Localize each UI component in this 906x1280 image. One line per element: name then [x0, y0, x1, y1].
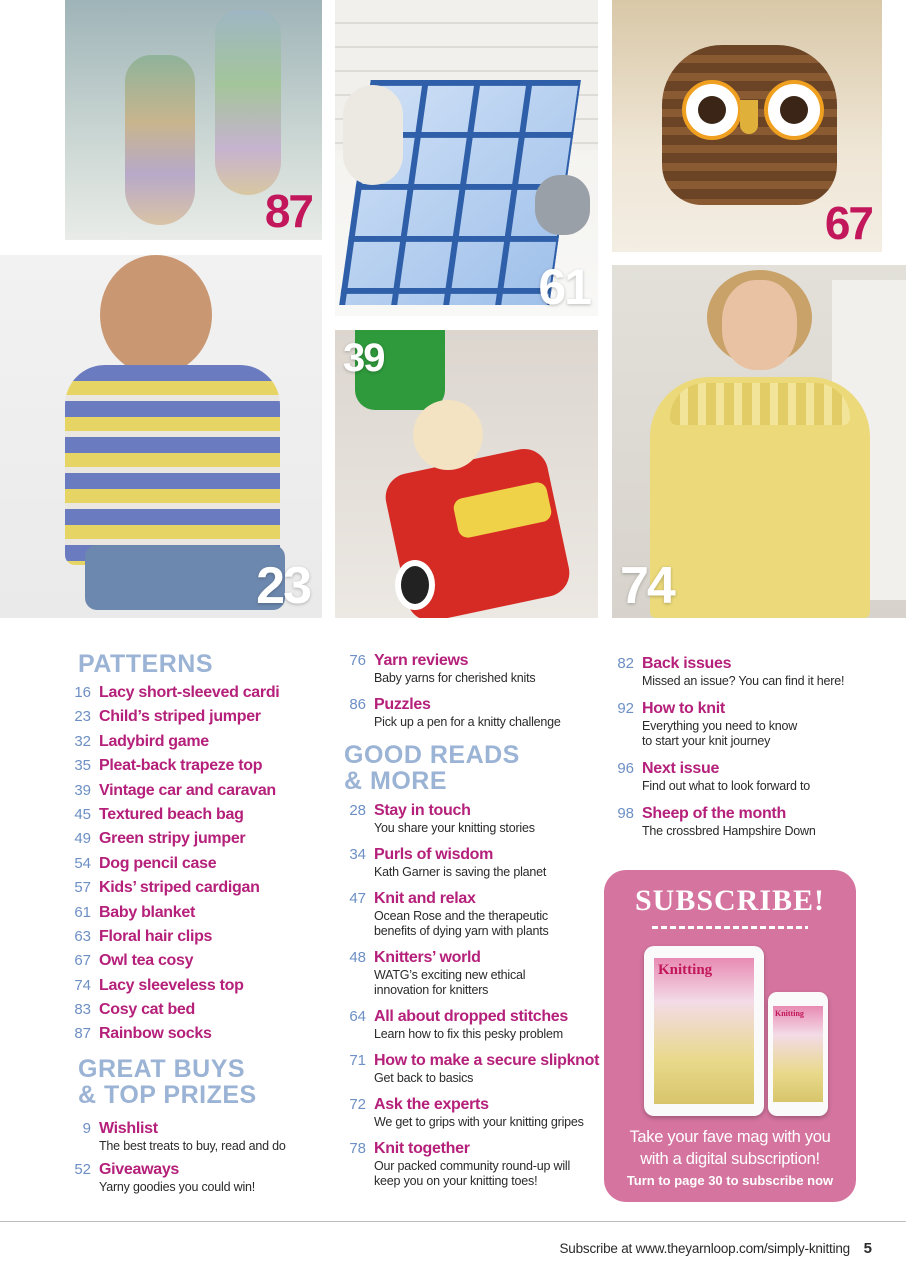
- item-title: Owl tea cosy: [99, 952, 194, 970]
- item-title: Floral hair clips: [99, 927, 213, 945]
- list-item[interactable]: [60, 683, 330, 707]
- item-description: Missed an issue? You can find it here!: [642, 674, 845, 688]
- car-wheel: [395, 560, 435, 610]
- subscribe-panel[interactable]: [604, 870, 856, 1202]
- list-item[interactable]: [60, 854, 330, 878]
- list-item[interactable]: [335, 845, 605, 880]
- phone-device-icon: [768, 992, 828, 1116]
- list-item[interactable]: [60, 707, 330, 731]
- page-number: 71: [349, 1052, 366, 1069]
- list-item[interactable]: [60, 805, 330, 829]
- list-item[interactable]: [60, 1000, 330, 1024]
- page-number: 39: [74, 781, 91, 799]
- magazine-logo: Knitting: [658, 962, 713, 978]
- footer-subscribe-link[interactable]: Subscribe at www.theyarnloop.com/simply-knitting: [559, 1241, 850, 1256]
- list-item[interactable]: [335, 1139, 605, 1189]
- photo-lacy-sleeveless-top: [612, 265, 906, 618]
- heading-line-1: GOOD READS: [344, 741, 520, 769]
- page-number: 47: [349, 890, 366, 907]
- page-number: 98: [617, 805, 634, 822]
- heading-line-2: & TOP PRIZES: [78, 1081, 257, 1109]
- headline-underline: [652, 926, 808, 929]
- photo-page-number: 61: [538, 259, 590, 315]
- item-title: Ladybird game: [99, 732, 209, 750]
- item-title: Child’s striped jumper: [99, 708, 261, 726]
- page-number: 49: [74, 830, 91, 848]
- item-description: Find out what to look forward to: [642, 779, 810, 793]
- owl-pupil-right: [780, 96, 808, 124]
- list-item[interactable]: [335, 948, 605, 998]
- list-item[interactable]: [335, 1095, 605, 1130]
- subscribe-tagline: [604, 1126, 856, 1170]
- list-item[interactable]: [335, 1007, 605, 1042]
- section-great-buys: [78, 1056, 330, 1108]
- list-item[interactable]: [60, 976, 330, 1000]
- list-item[interactable]: [603, 654, 903, 689]
- teddy-bear: [413, 400, 483, 470]
- section-heading-patterns: PATTERNS: [78, 650, 214, 678]
- item-description: Baby yarns for cherished knits: [374, 671, 536, 685]
- striped-jumper: [65, 365, 280, 565]
- item-title: Pleat-back trapeze top: [99, 757, 263, 775]
- item-title: Giveaways: [99, 1161, 180, 1178]
- list-item[interactable]: [60, 732, 330, 756]
- item-description: We get to grips with your knitting gripes: [374, 1115, 584, 1129]
- page-number: 86: [349, 696, 366, 713]
- section-good-reads: [344, 742, 604, 794]
- item-title: Knit together: [374, 1140, 470, 1157]
- page-number: 54: [74, 854, 91, 872]
- phone-screen: [773, 1006, 823, 1102]
- page-number: 23: [74, 708, 91, 726]
- photo-page-number: 67: [824, 197, 872, 249]
- item-title: Dog pencil case: [99, 854, 217, 872]
- item-description: Yarny goodies you could win!: [99, 1180, 256, 1194]
- page-number: 96: [617, 760, 634, 777]
- tagline-line-2: with a digital subscription!: [640, 1150, 820, 1168]
- item-description: Kath Garner is saving the planet: [374, 865, 547, 879]
- item-description-line-2: innovation for knitters: [374, 983, 489, 997]
- list-item[interactable]: [60, 1024, 330, 1048]
- column-patterns: [78, 651, 330, 677]
- item-description-line-2: keep you on your knitting toes!: [374, 1174, 538, 1188]
- page-number: 76: [349, 652, 366, 669]
- footer-divider: [0, 1221, 906, 1222]
- page-number: 78: [349, 1140, 366, 1157]
- item-title: Puzzles: [374, 696, 431, 713]
- page-number: 45: [74, 805, 91, 823]
- owl-pupil-left: [698, 96, 726, 124]
- page-number: 64: [349, 1008, 366, 1025]
- page-number: 48: [349, 949, 366, 966]
- subscribe-cta[interactable]: Turn to page 30 to subscribe now: [626, 1173, 834, 1188]
- list-item[interactable]: [60, 903, 330, 927]
- subscribe-headline: SUBSCRIBE!: [634, 884, 826, 917]
- list-item[interactable]: [60, 1160, 330, 1195]
- item-title: Knit and relax: [374, 890, 476, 907]
- patterns-list: [60, 683, 330, 1049]
- toy-elephant: [535, 175, 590, 235]
- item-title: Yarn reviews: [374, 652, 469, 669]
- page-number: 61: [74, 903, 91, 921]
- heading-line-2: & MORE: [344, 767, 447, 795]
- page-number: 16: [74, 684, 91, 701]
- photo-page-number: 74: [620, 557, 674, 615]
- baby-head: [100, 255, 212, 375]
- page-number: 9: [82, 1120, 91, 1137]
- list-item[interactable]: [335, 801, 605, 836]
- item-title: All about dropped stitches: [374, 1008, 568, 1025]
- list-item[interactable]: [60, 1119, 330, 1154]
- item-title: Back issues: [642, 655, 732, 672]
- tablet-screen: [654, 958, 754, 1104]
- good-reads-list: [335, 801, 605, 1189]
- page-number: 32: [74, 732, 91, 750]
- woman-face: [722, 280, 797, 370]
- item-title: Next issue: [642, 760, 720, 777]
- list-item[interactable]: [335, 651, 605, 686]
- page-number-footer: 5: [863, 1240, 872, 1257]
- magazine-logo-small: Knitting: [775, 1009, 804, 1018]
- toy-bunny: [343, 85, 403, 185]
- page-number: 28: [349, 802, 366, 819]
- item-description-line-1: WATG’s exciting new ethical: [374, 968, 526, 982]
- list-item[interactable]: [60, 951, 330, 975]
- owl-beak: [740, 100, 758, 134]
- section-heading-great-buys: [78, 1056, 330, 1108]
- lace-yoke: [670, 383, 850, 425]
- item-description: Learn how to fix this pesky problem: [374, 1027, 563, 1041]
- item-title: Lacy sleeveless top: [99, 976, 244, 994]
- item-description-line-2: to start your knit journey: [642, 734, 771, 748]
- item-title: Stay in touch: [374, 802, 471, 819]
- photo-page-number: 23: [256, 557, 310, 615]
- photo-rainbow-socks: [65, 0, 322, 240]
- column-2-top: [335, 651, 605, 730]
- photo-vintage-car: [335, 330, 598, 618]
- item-title: Textured beach bag: [99, 805, 244, 823]
- photo-page-number: 87: [264, 185, 312, 237]
- list-item[interactable]: [60, 927, 330, 951]
- item-title: Knitters’ world: [374, 949, 481, 966]
- page-number: 83: [74, 1001, 91, 1019]
- page-number: 82: [617, 655, 634, 672]
- tagline-line-1: Take your fave mag with you: [629, 1128, 831, 1146]
- photo-page-number: 39: [343, 336, 384, 380]
- item-title: Sheep of the month: [642, 805, 786, 822]
- baby-jeans: [85, 545, 285, 610]
- page-number: 63: [74, 927, 91, 945]
- page-number: 67: [74, 952, 91, 970]
- item-title: Lacy short-sleeved cardi: [99, 684, 280, 701]
- list-item[interactable]: [603, 804, 903, 839]
- page-number: 57: [74, 879, 91, 897]
- column-3: [603, 654, 903, 839]
- item-title: Wishlist: [99, 1120, 158, 1137]
- list-item[interactable]: [60, 878, 330, 902]
- list-item[interactable]: [60, 829, 330, 853]
- list-item[interactable]: [335, 695, 605, 730]
- item-title: Green stripy jumper: [99, 830, 246, 848]
- item-title: How to knit: [642, 700, 725, 717]
- item-description: The crossbred Hampshire Down: [642, 824, 816, 838]
- list-item[interactable]: [603, 699, 903, 749]
- sock-left: [125, 55, 195, 225]
- list-item[interactable]: [60, 756, 330, 780]
- great-buys-list: [60, 1119, 330, 1195]
- item-title: Ask the experts: [374, 1096, 489, 1113]
- item-title: Purls of wisdom: [374, 846, 494, 863]
- item-description-line-1: Everything you need to know: [642, 719, 798, 733]
- list-item[interactable]: [603, 759, 903, 794]
- list-item[interactable]: [335, 889, 605, 939]
- photo-childs-striped-jumper: [0, 255, 322, 618]
- item-description: You share your knitting stories: [374, 821, 535, 835]
- photo-baby-blanket: [335, 0, 598, 316]
- item-title: How to make a secure slipknot: [374, 1052, 600, 1069]
- page-number: 74: [74, 976, 91, 994]
- item-title: Baby blanket: [99, 903, 195, 921]
- list-item[interactable]: [60, 781, 330, 805]
- page-number: 87: [74, 1025, 91, 1043]
- item-description: Pick up a pen for a knitty challenge: [374, 715, 561, 729]
- item-title: Vintage car and caravan: [99, 781, 276, 799]
- item-title: Rainbow socks: [99, 1025, 212, 1043]
- page-number: 52: [74, 1161, 91, 1178]
- tablet-device-icon: [644, 946, 764, 1116]
- heading-line-1: GREAT BUYS: [78, 1055, 246, 1083]
- item-description: The best treats to buy, read and do: [99, 1139, 286, 1153]
- photo-owl-tea-cosy: [612, 0, 882, 252]
- section-heading-good-reads: [344, 742, 604, 794]
- item-title: Cosy cat bed: [99, 1001, 195, 1019]
- item-description-line-1: Ocean Rose and the therapeutic: [374, 909, 548, 923]
- page-number: 35: [74, 757, 91, 775]
- item-description-line-2: benefits of dying yarn with plants: [374, 924, 549, 938]
- list-item[interactable]: [335, 1051, 605, 1086]
- page-number: 34: [349, 846, 366, 863]
- page-number: 92: [617, 700, 634, 717]
- item-title: Kids’ striped cardigan: [99, 879, 260, 897]
- item-description-line-1: Our packed community round-up will: [374, 1159, 571, 1173]
- item-description: Get back to basics: [374, 1071, 474, 1085]
- page-number: 72: [349, 1096, 366, 1113]
- sock-right: [215, 10, 281, 195]
